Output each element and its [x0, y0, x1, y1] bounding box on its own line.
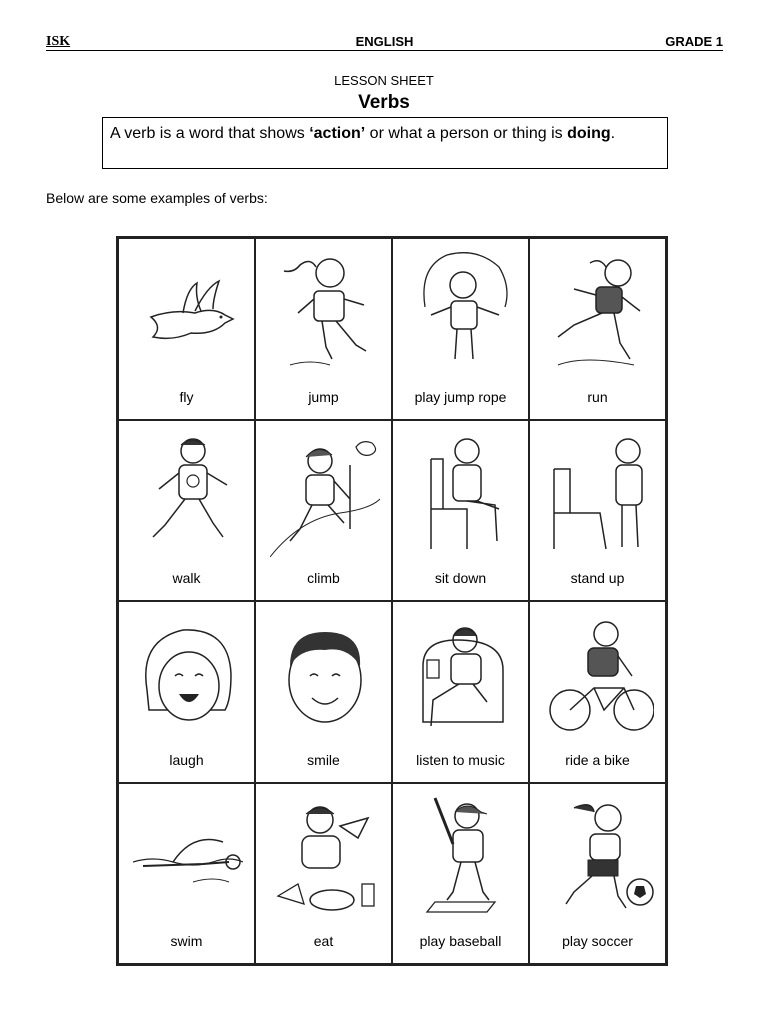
boy-sitting-icon	[407, 429, 517, 561]
verb-label: run	[587, 388, 608, 405]
subject-name: ENGLISH	[355, 34, 414, 49]
girl-laughing-icon	[133, 610, 243, 742]
boy-listening-music-icon	[407, 610, 517, 742]
boy-standing-icon	[544, 429, 654, 561]
bird-flying-icon	[133, 247, 243, 379]
verb-card	[392, 601, 529, 783]
verb-label: jump	[308, 388, 339, 405]
definition-text-1: A verb is a word that shows	[110, 125, 310, 142]
verb-grid	[116, 236, 668, 966]
lesson-sheet-label: LESSON SHEET	[334, 73, 434, 88]
boy-baseball-icon	[407, 792, 517, 924]
verb-label: stand up	[570, 570, 625, 586]
intro-text: Below are some examples of verbs:	[46, 190, 268, 206]
verb-card	[255, 420, 392, 602]
verb-card	[118, 601, 255, 783]
girl-jumping-icon	[270, 247, 380, 379]
boy-smiling-icon	[270, 610, 380, 742]
verb-label: swim	[170, 933, 203, 949]
boy-walking-icon	[133, 429, 243, 561]
boy-riding-bike-icon	[544, 610, 654, 742]
verb-card	[255, 601, 392, 783]
verb-card	[255, 238, 392, 420]
page-header	[46, 34, 723, 51]
verb-label: sit down	[434, 570, 487, 586]
jump-rope-icon	[407, 247, 517, 379]
verb-card	[118, 420, 255, 602]
verb-label: smile	[307, 751, 340, 768]
definition-box	[102, 117, 668, 169]
definition-text-2: or what a person or thing is	[365, 125, 568, 142]
grade-label: GRADE 1	[665, 34, 723, 49]
verb-card	[529, 238, 666, 420]
verb-card	[118, 238, 255, 420]
verb-label: eat	[313, 933, 334, 949]
verb-card	[529, 783, 666, 965]
girl-eating-icon	[270, 792, 380, 924]
verb-label: climb	[307, 570, 340, 586]
verb-label: play jump rope	[414, 388, 507, 405]
verb-label: ride a bike	[565, 751, 630, 768]
person-swimming-icon	[133, 792, 243, 924]
girl-soccer-icon	[544, 792, 654, 924]
verb-label: walk	[172, 570, 201, 586]
verb-card	[118, 783, 255, 965]
page-title: Verbs	[358, 92, 410, 113]
boy-climbing-icon	[270, 429, 380, 561]
verb-card	[529, 601, 666, 783]
school-name: ISK	[46, 34, 71, 49]
verb-card	[392, 238, 529, 420]
verb-label: listen to music	[416, 751, 505, 768]
verb-card	[255, 783, 392, 965]
verb-card	[529, 420, 666, 602]
girl-running-icon	[544, 247, 654, 379]
verb-label: play soccer	[562, 933, 633, 949]
definition-doing: doing	[567, 125, 611, 142]
verb-label: laugh	[169, 751, 204, 768]
verb-label: fly	[179, 388, 194, 405]
verb-label: play baseball	[419, 933, 502, 949]
verb-card	[392, 420, 529, 602]
definition-end: .	[610, 125, 616, 142]
definition-action: ‘action’	[309, 125, 366, 142]
verb-card	[392, 783, 529, 965]
